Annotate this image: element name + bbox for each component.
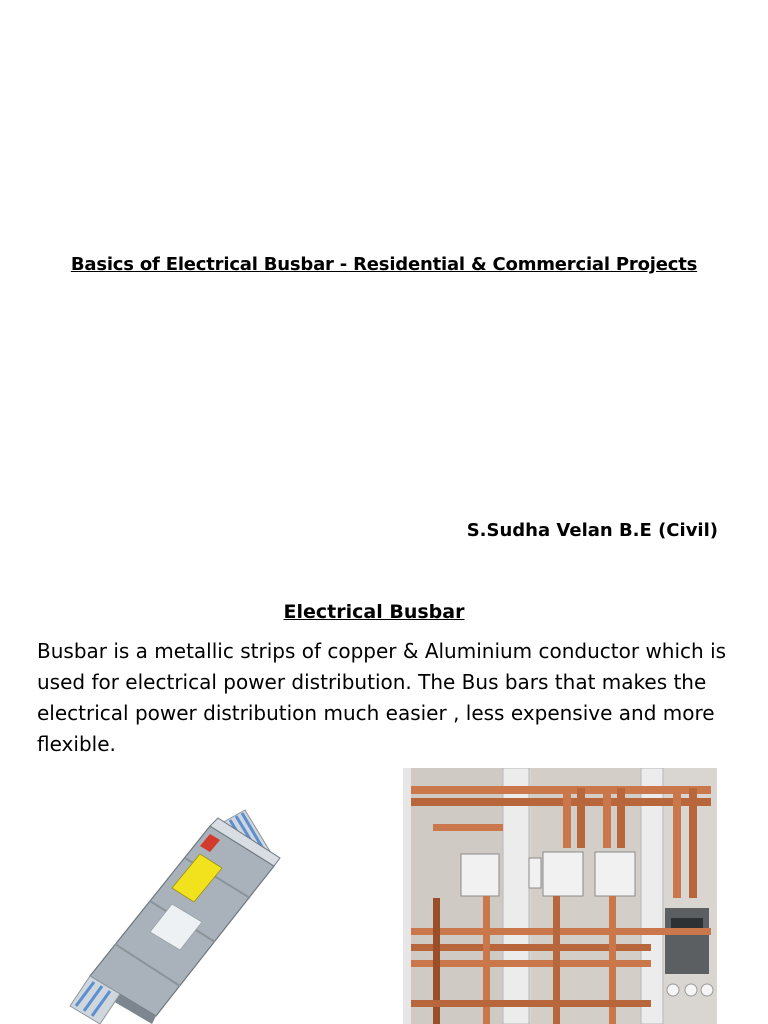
switchboard-panel-photo: [403, 768, 717, 1024]
author-credit: S.Sudha Velan B.E (Civil): [466, 520, 718, 541]
body-paragraph: Busbar is a metallic strips of copper & Aluminium conductor which is used for electrical power distribution. The Bus bars that makes the electrical power distribution much easier , less expensive and more flexible.: [37, 639, 727, 756]
page-title: Basics of Electrical Busbar - Residential & Commercial Projects: [70, 254, 698, 275]
busway-photo: [60, 806, 290, 1024]
section-heading: Electrical Busbar: [283, 601, 465, 623]
